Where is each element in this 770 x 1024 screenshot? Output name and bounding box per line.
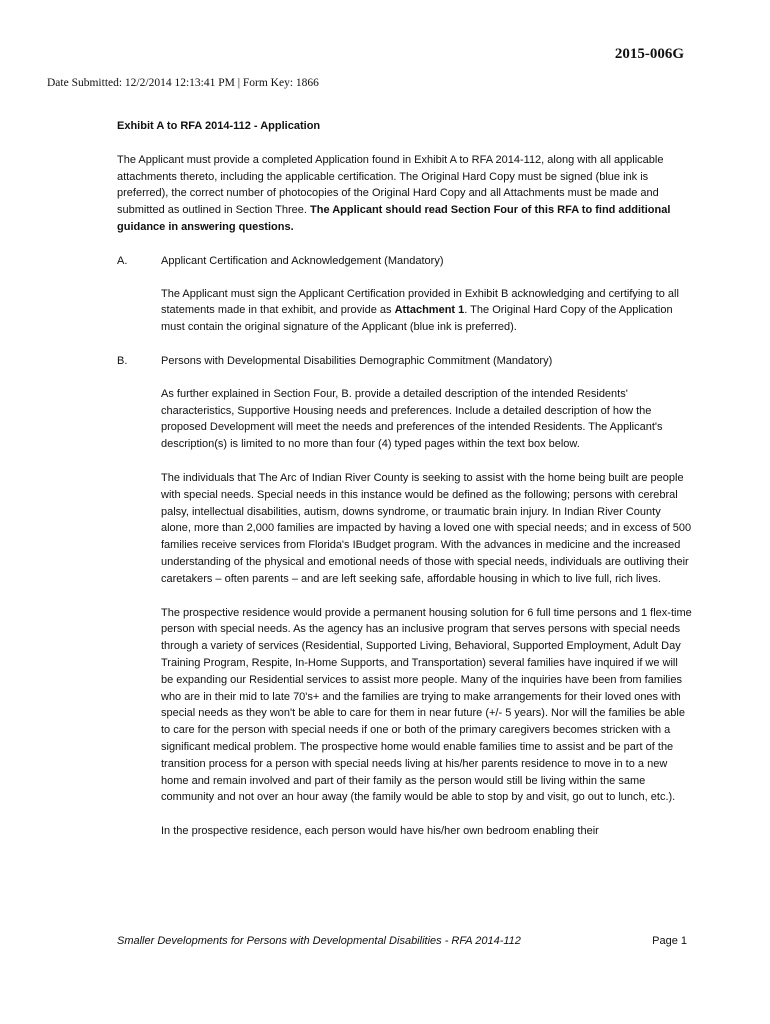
document-title: Exhibit A to RFA 2014-112 - Application [117, 120, 321, 132]
section-b-paragraph-1: As further explained in Section Four, B. provide a detailed description of the intended Residents' characteristics, Supportive Housing needs and preferences. Include a detailed description of how the proposed Development will meet the needs and preferences of the intended Residents. The Applicant's description(s) is limited to no more than four (4) typed pages within the text box below. [161, 387, 663, 451]
page-footer [117, 935, 687, 947]
section-a-text-before: The Applicant must sign the Applicant Certification provided in Exhibit B acknowledging and certifying to all statements made in that exhibit, and provide as [161, 287, 679, 317]
section-b-title: Persons with Developmental Disabilities Demographic Commitment (Mandatory) [161, 354, 553, 367]
document-body [117, 118, 692, 857]
submission-info: Date Submitted: 12/2/2014 12:13:41 PM | Form Key: 1866 [47, 77, 319, 89]
intro-paragraph [117, 152, 692, 236]
section-b-paragraph-2: The individuals that The Arc of Indian River County is seeking to assist with the home being built are people with special needs. Special needs in this instance would be defined as the following; persons with cerebral palsy, intellectual disabilities, autism, downs syndrome, or traumatic brain injury. In Indian River County alone, more than 2,000 families are impacted by having a loved one with special needs; and in excess of 500 families receive services from Florida's IBudget program. With the advances in medicine and the increased understanding of the physical and emotional needs of those with special needs, individuals are outliving their caretakers – often parents – and are left seeking safe, affordable housing in which to live full, rich lives. [161, 471, 692, 585]
section-b-paragraph-3: The prospective residence would provide a permanent housing solution for 6 full time persons and 1 flex-time person with special needs. As the agency has an inclusive program that serves persons with special needs through a variety of services (Residential, Supported Living, Behavioral, Supported Employment, Adult Day Training Program, Respite, In-Home Supports, and Transportation) several families have inquired if we will be expanding our Residential services to assist more people. Many of the inquiries have been from families who are in their mid to late 70's+ and the families are trying to make arrangements for their loved ones with special needs as they won't be able to care for them in near future (+/- 5 years). Nor will the families be able to care for the person with special needs if one or both of the primary caregivers becomes stricken with a significant medical problem. The prospective home would enable families time to assist and be part of the transition process for a person with special needs living at his/her parents residence to move in to a new home and remain involved and part of their family as the person would still be living within the same community and not over an hour away (the family would be able to stop by and visit, go out to lunch, etc.). [161, 606, 692, 804]
section-a-title: Applicant Certification and Acknowledgement (Mandatory) [161, 254, 444, 267]
section-b-paragraph-4: In the prospective residence, each person would have his/her own bedroom enabling their [161, 825, 599, 838]
intro-bold: The Applicant should read Section Four of this RFA to find additional guidance in answering questions. [117, 204, 671, 233]
section-a-text-after: . The Original Hard Copy of the Application must contain the original signature of the Applicant (blue ink is preferred). [161, 304, 673, 334]
intro-text: The Applicant must provide a completed Application found in Exhibit A to RFA 2014-112, along with all applicable attachments thereto, including the applicable certification. The Original Hard Copy must be signed (blue ink is preferred), the correct number of photocopies of the Original Hard Copy and all Attachments must be made and submitted as outlined in Section Three. [117, 153, 664, 217]
section-a-paragraph [161, 286, 692, 336]
section-a-letter: A. [117, 254, 128, 267]
section-a-heading [117, 253, 692, 270]
section-b-letter: B. [117, 354, 128, 367]
section-a-bold: Attachment 1 [394, 304, 465, 317]
footer-title: Smaller Developments for Persons with Developmental Disabilities - RFA 2014-112 [117, 935, 521, 947]
page-number: Page 1 [652, 935, 687, 947]
form-id: 2015-006G [614, 46, 684, 62]
section-b-heading [117, 353, 692, 370]
